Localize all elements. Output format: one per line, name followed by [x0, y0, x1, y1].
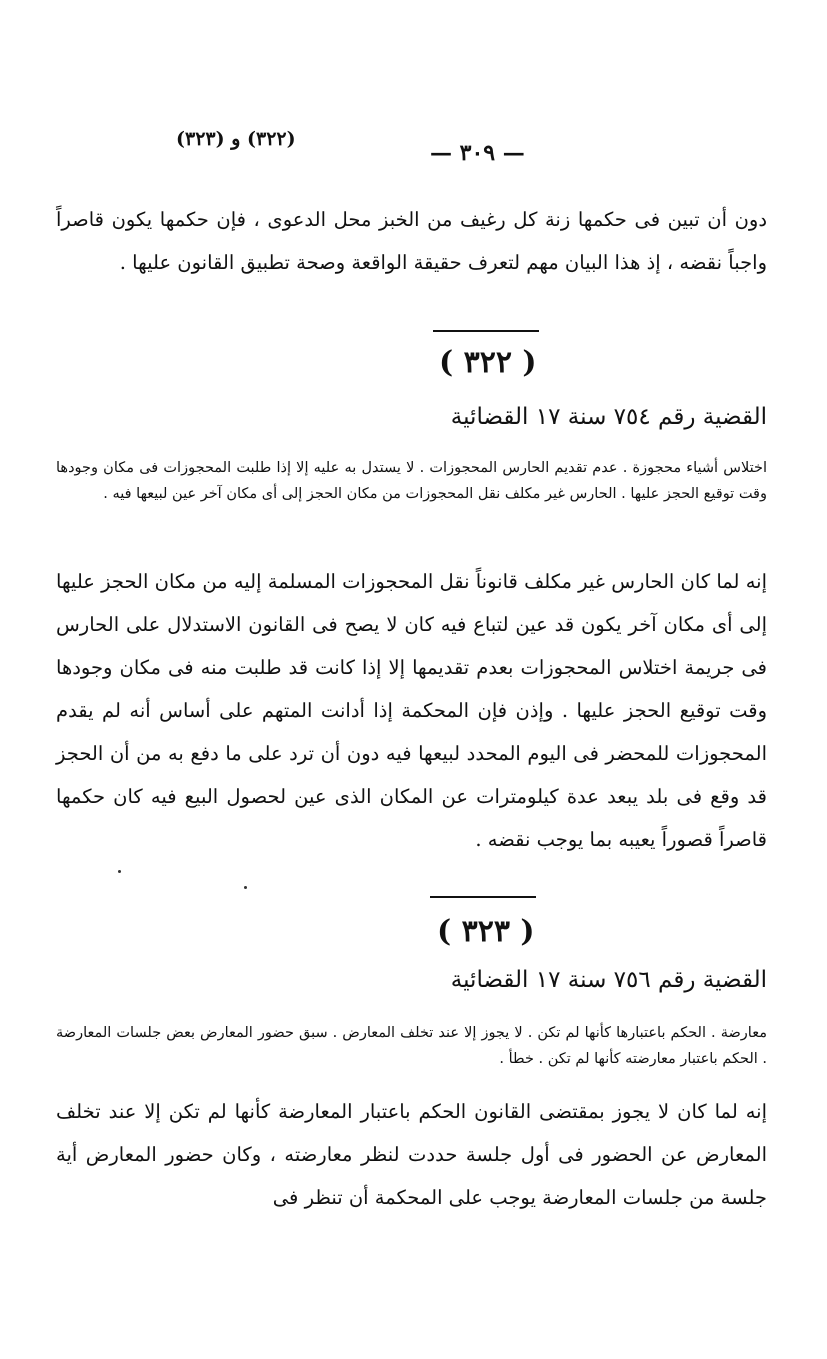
- case-summary: اختلاس أشياء محجوزة . عدم تقديم الحارس المحجوزات . لا يستدل به عليه إلا إذا طلبت المحجوزات فى مكان وجودها وقت توقيع الحجز عليها . الحارس غير مكلف نقل المحجوزات من مكان الحجز إلى أى مكان آخر عين لبيعها فيه .: [56, 460, 767, 502]
- case-number-heading: ( ٣٢٢ ): [439, 345, 537, 380]
- case-number-heading: ( ٣٢٣ ): [437, 914, 535, 949]
- section-divider: [433, 330, 539, 332]
- intro-paragraph: دون أن تبين فى حكمها زنة كل رغيف من الخبز محل الدعوى ، فإن حكمها يكون قاصراً واجباً نقضه ، إذ هذا البيان مهم لتعرف حقيقة الواقعة وصحة تطبيق القانون عليها .: [56, 208, 767, 274]
- case-summary: معارضة . الحكم باعتبارها كأنها لم تكن . لا يجوز إلا عند تخلف المعارض . سبق حضور المعارض بعض جلسات المعارضة . الحكم باعتبار معارضته كأنها لم تكن . خطأ .: [56, 1025, 767, 1067]
- scan-speck: [118, 870, 121, 873]
- page-number: — ٣٠٩ —: [430, 140, 525, 166]
- case-references-header: (٣٢٢) و (٣٢٣): [176, 128, 296, 150]
- scan-speck: [244, 886, 247, 889]
- section-divider: [430, 896, 536, 898]
- case-title: القضية رقم ٧٥٤ سنة ١٧ القضائية: [450, 404, 767, 430]
- case-body-paragraph: إنه لما كان لا يجوز بمقتضى القانون الحكم باعتبار المعارضة كأنها لم تكن إلا عند تخلف المعارض عن الحضور فى أول جلسة حددت لنظر معارضته ، وكان حضور المعارض أية جلسة من جلسات المعارضة يوجب على المحكمة أن تنظر فى: [56, 1100, 767, 1209]
- case-title: القضية رقم ٧٥٦ سنة ١٧ القضائية: [450, 967, 767, 993]
- case-body-paragraph: إنه لما كان الحارس غير مكلف قانوناً نقل المحجوزات المسلمة إليه من مكان الحجز عليها إلى أى مكان آخر يكون قد عين لتباع فيه كان لا يصح فى القانون الاستدلال على الحارس فى جريمة اختلاس المحجوزات بعدم تقديمها إلا إذا كانت قد طلبت منه فى مكان وجودها وقت توقيع الحجز عليها . وإذن فإن المحكمة إذا أدانت المتهم على أساس أنه لم يقدم المحجوزات للمحضر فى اليوم المحدد لبيعها فيه دون أن ترد على ما دفع به من أن الحجز قد وقع فى بلد يبعد عدة كيلومترات عن المكان الذى عين لحصول البيع فيه كان حكمها قاصراً قصوراً يعيبه بما يوجب نقضه .: [56, 570, 767, 851]
